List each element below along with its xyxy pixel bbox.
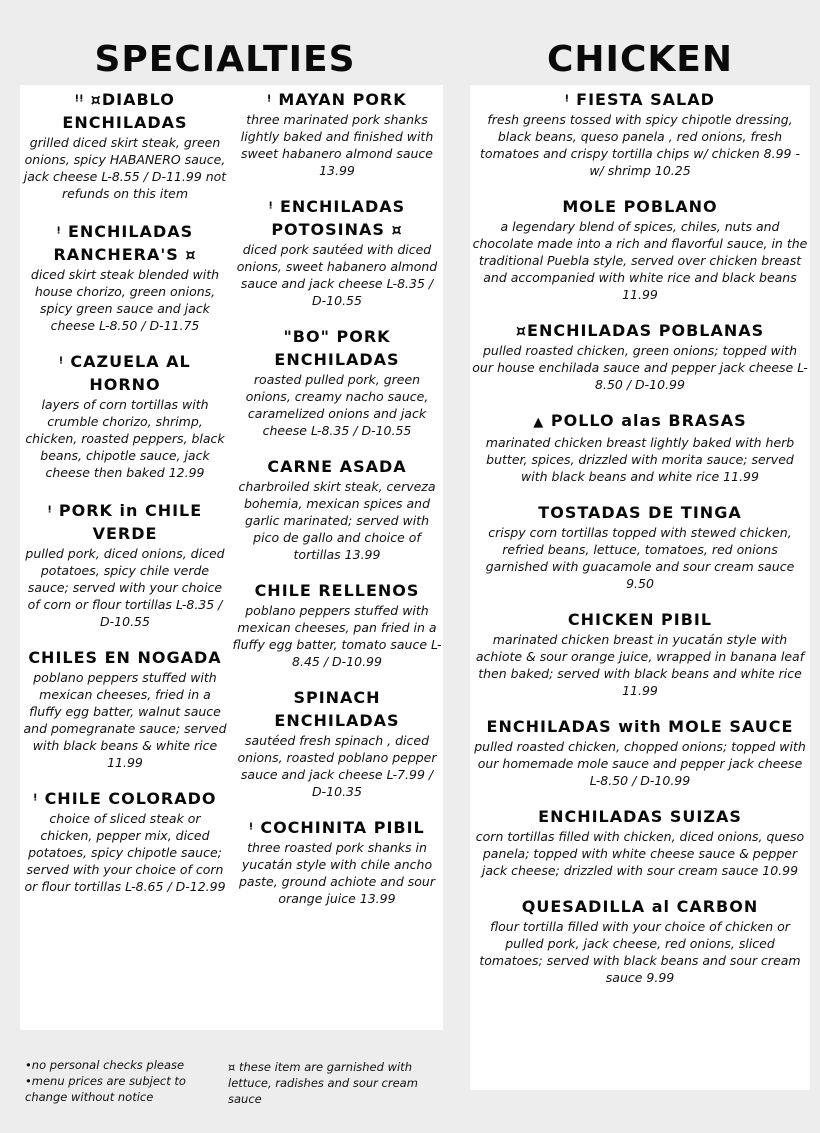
item-name: ¤ENCHILADAS POBLANAS xyxy=(515,321,765,340)
menu-item-chile-colorado xyxy=(22,787,228,895)
item-description: pulled roasted chicken, chopped onions; topped with our homemade mole sauce and pepper jack cheese L-8.50 / D-10.99 xyxy=(474,739,806,788)
item-name xyxy=(472,409,808,434)
menu-item-cochinita-pibil xyxy=(232,816,442,907)
menu-item-chicken-pibil xyxy=(472,608,808,699)
item-name: ENCHILADAS SUIZAS xyxy=(538,807,742,826)
menu-item-enchiladas-poblanas xyxy=(472,319,808,393)
item-name: ᵎ ENCHILADAS POTOSINAS ¤ xyxy=(268,197,406,239)
item-description: flour tortilla filled with your choice of chicken or pulled pork, jack cheese, red onions, sliced tomatoes; served with black beans and sour cream sauce 9.99 xyxy=(479,919,801,985)
item-description: poblano peppers stuffed with mexican cheeses, fried in a fluffy egg batter, walnut sauce and pomegranate sauce; served with black beans & white rice 11.99 xyxy=(23,670,227,770)
item-description: corn tortillas filled with chicken, diced onions, queso panela; topped with white cheese sauce & pepper jack cheese; drizzled with sour cream sauce 10.99 xyxy=(475,829,805,878)
item-description: diced pork sautéed with diced onions, sweet habanero almond sauce and jack cheese L-8.35 / D-10.55 xyxy=(236,242,438,308)
item-description: charbroiled skirt steak, cerveza bohemia, mexican spices and garlic marinated; served with pico de gallo and choice of tortillas 13.99 xyxy=(238,479,436,562)
item-description: pulled roasted chicken, green onions; topped with our house enchilada sauce and pepper jack cheese L-8.50 / D-10.99 xyxy=(472,343,808,392)
item-name: ᵎ CHILE COLORADO xyxy=(33,789,217,808)
item-description: marinated chicken breast lightly baked with herb butter, spices, drizzled with morita sauce; served with black beans and white rice 11.99 xyxy=(485,435,795,484)
menu-item-enchiladas-rancheras xyxy=(22,220,228,334)
menu-item-tostadas-de-tinga xyxy=(472,501,808,592)
menu-item-enchiladas-mole-sauce xyxy=(472,715,808,789)
menu-item-bo-pork-enchiladas xyxy=(232,325,442,439)
menu-item-mole-poblano xyxy=(472,195,808,303)
menu-item-pollo-alas-brasas xyxy=(472,409,808,485)
menu-item-fiesta-salad xyxy=(472,88,808,179)
item-name: ᵎ ENCHILADAS RANCHERA'S ¤ xyxy=(53,222,197,264)
sombrero-icon: ▲ xyxy=(533,415,545,430)
item-description: three roasted pork shanks in yucatán style with chile ancho paste, ground achiote and sour orange juice 13.99 xyxy=(239,840,435,906)
menu-item-enchiladas-potosinas xyxy=(232,195,442,309)
item-name: ᵎ MAYAN PORK xyxy=(267,90,407,109)
menu-item-quesadilla-al-carbon xyxy=(472,895,808,986)
item-description: roasted pulled pork, green onions, creamy nacho sauce, caramelized onions and jack cheese L-8.35 / D-10.55 xyxy=(245,372,429,438)
chicken-title: CHICKEN xyxy=(547,39,733,80)
item-name: MOLE POBLANO xyxy=(562,197,718,216)
item-name: TOSTADAS DE TINGA xyxy=(538,503,742,522)
menu-item-enchiladas-suizas xyxy=(472,805,808,879)
item-description: diced skirt steak blended with house chorizo, green onions, spicy green sauce and jack cheese L-8.50 / D-11.75 xyxy=(30,267,220,333)
footer-garnish-note: ¤ these item are garnished with lettuce, radishes and sour cream sauce xyxy=(228,1060,418,1106)
item-name: CHILE RELLENOS xyxy=(254,581,420,600)
item-name: ᵎ FIESTA SALAD xyxy=(565,90,715,109)
menu-item-chile-rellenos xyxy=(232,579,442,670)
menu-item-pork-chile-verde xyxy=(22,499,228,630)
item-name: ᵎ CAZUELA AL HORNO xyxy=(59,352,191,394)
footer-note-checks: •no personal checks please xyxy=(25,1058,185,1072)
menu-item-cazuela-al-horno xyxy=(22,350,228,481)
item-description: crispy corn tortillas topped with stewed chicken, refried beans, lettuce, tomatoes, red onions garnished with guacamole and sour cream sauce 9.50 xyxy=(485,525,795,591)
item-description: marinated chicken breast in yucatán style with achiote & sour orange juice, wrapped in banana leaf then baked; served with black beans and white rice 11.99 xyxy=(475,632,805,698)
item-name: CARNE ASADA xyxy=(267,457,407,476)
menu-item-chiles-en-nogada xyxy=(22,646,228,771)
item-name: ᵎ COCHINITA PIBIL xyxy=(249,818,425,837)
item-description: a legendary blend of spices, chiles, nuts and chocolate made into a rich and flavorful sauce, in the traditional Puebla style, served over chicken breast and accompanied with white rice and black beans 11.99 xyxy=(472,219,808,302)
menu-item-carne-asada xyxy=(232,455,442,563)
item-description: grilled diced skirt steak, green onions, spicy HABANERO sauce, jack cheese L-8.55 / D-11.99 not refunds on this item xyxy=(23,135,227,201)
item-name: ᵎᵎ ¤DIABLO ENCHILADAS xyxy=(62,90,188,132)
item-description: layers of corn tortillas with crumble chorizo, shrimp, chicken, roasted peppers, black beans, chipotle sauce, jack cheese then baked 12.99 xyxy=(25,397,225,480)
footer-note-prices: •menu prices are subject to change without notice xyxy=(25,1074,186,1104)
specialties-column-right xyxy=(232,88,442,907)
chicken-column xyxy=(472,88,808,986)
item-name: CHICKEN PIBIL xyxy=(567,610,713,629)
item-name: ᵎ PORK in CHILE VERDE xyxy=(47,501,203,543)
item-name-text: POLLO alas BRASAS xyxy=(550,411,747,430)
item-description: choice of sliced steak or chicken, pepper mix, diced potatoes, spicy chipotle sauce; served with your choice of corn or flour tortillas L-8.65 / D-12.99 xyxy=(24,811,226,894)
item-description: pulled pork, diced onions, diced potatoes, spicy chile verde sauce; served with your choice of corn or flour tortillas L-8.35 / D-10.55 xyxy=(25,546,225,629)
specialties-column-left xyxy=(22,88,228,895)
item-name: CHILES EN NOGADA xyxy=(28,648,222,667)
item-description: sautéed fresh spinach , diced onions, roasted poblano pepper sauce and jack cheese L-7.99 / D-10.35 xyxy=(237,733,437,799)
item-description: poblano peppers stuffed with mexican cheeses, pan fried in a fluffy egg batter, tomato sauce L-8.45 / D-10.99 xyxy=(232,603,442,669)
footer-notes xyxy=(25,1057,225,1105)
menu-item-mayan-pork xyxy=(232,88,442,179)
specialties-title: SPECIALTIES xyxy=(94,39,356,80)
item-description: three marinated pork shanks lightly baked and finished with sweet habanero almond sauce 13.99 xyxy=(240,112,434,178)
item-name: "BO" PORK ENCHILADAS xyxy=(274,327,400,369)
menu-item-spinach-enchiladas xyxy=(232,686,442,800)
menu-item-diablo-enchiladas xyxy=(22,88,228,202)
item-name: SPINACH ENCHILADAS xyxy=(274,688,400,730)
item-name: QUESADILLA al CARBON xyxy=(521,897,759,916)
item-description: fresh greens tossed with spicy chipotle dressing, black beans, queso panela , red onions, fresh tomatoes and crispy tortilla chips w/ chicken 8.99 - w/ shrimp 10.25 xyxy=(480,112,800,178)
item-name: ENCHILADAS with MOLE SAUCE xyxy=(486,717,794,736)
